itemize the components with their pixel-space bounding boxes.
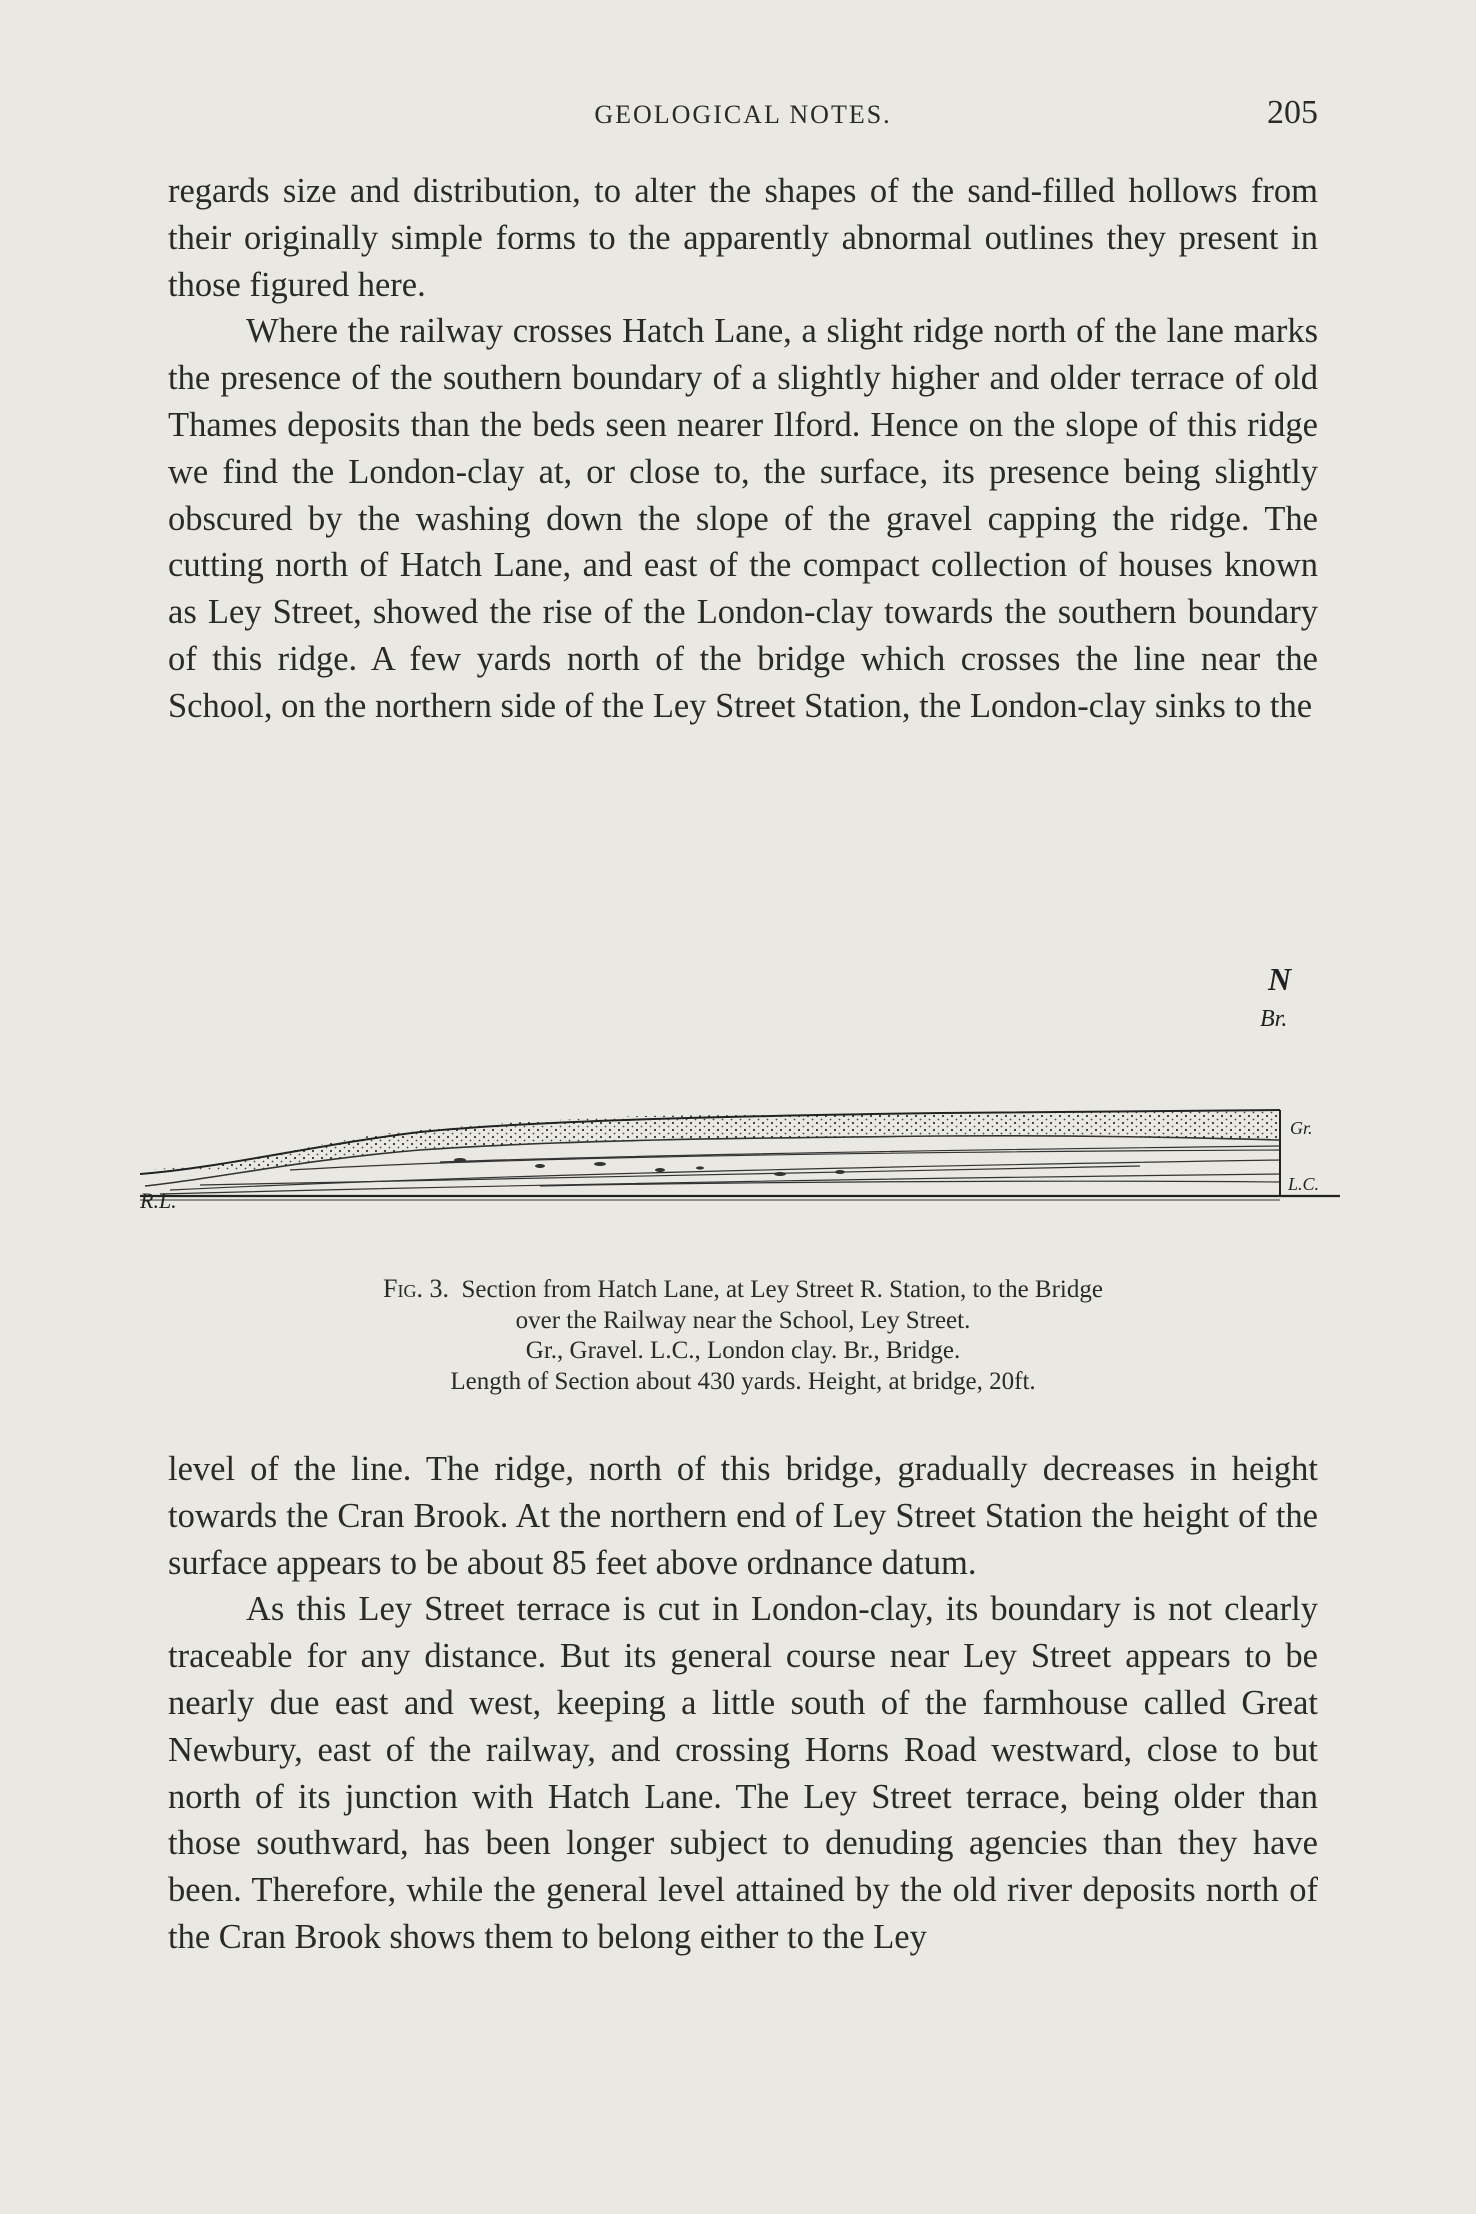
label-rail-level: R.L.: [140, 1188, 177, 1210]
page-number: 205: [1267, 94, 1318, 131]
paragraph-3: level of the line. The ridge, north of this bridge, gradually decreases in height towards the Cran Brook. At the northern end of Ley Street Station the height of the surface appears to be about 85 feet above ordnance datum.: [168, 1450, 1318, 1582]
section-diagram: [140, 960, 1350, 1210]
caption-line-1: [168, 1274, 1318, 1306]
figure-label: Fig. 3.: [383, 1274, 449, 1303]
caption-line-2: over the Railway near the School, Ley Street.: [515, 1306, 971, 1334]
figure-caption: [168, 1274, 1318, 1397]
running-head: GEOLOGICAL NOTES.: [594, 100, 892, 129]
text-block-top: [168, 168, 1318, 730]
label-london-clay: L.C.: [1288, 1174, 1320, 1194]
label-gravel: Gr.: [1290, 1118, 1313, 1138]
paragraph-4: As this Ley Street terrace is cut in London-clay, its boundary is not clearly traceable for any distance. But its general course near Ley Street appears to be nearly due east and west, keeping a little south of the farmhouse called Great Newbury, east of the railway, and crossing Horns Road westward, close to but north of its junction with Hatch Lane. The Ley Street terrace, being older than those southward, has been longer subject to denuding agencies than they have been. Therefore, while the general level attained by the old river deposits north of the Cran Brook shows them to belong either to the Ley: [168, 1590, 1318, 1956]
paragraph-2: Where the railway crosses Hatch Lane, a slight ridge north of the lane marks the presence of the southern boundary of a slightly higher and older terrace of old Thames deposits than the beds seen nearer Ilford. Hence on the slope of this ridge we find the London-clay at, or close to, the surface, its presence being slightly obscured by the washing down the slope of the gravel capping the ridge. The cutting north of Hatch Lane, and east of the compact collection of houses known as Ley Street, showed the rise of the London-clay towards the southern boundary of this ridge. A few yards north of the bridge which crosses the line near the School, on the northern side of the Ley Street Station, the London-clay sinks to the: [168, 312, 1318, 725]
london-clay-layer: [140, 1136, 1280, 1196]
page-header: [168, 94, 1318, 140]
caption-line-3: Gr., Gravel. L.C., London clay. Br., Bridge.: [525, 1337, 961, 1364]
paragraph-1: regards size and distribution, to alter the shapes of the sand-filled hollows from their originally simple forms to the apparently abnormal outlines they present in those figured here.: [168, 172, 1318, 304]
text-block-bottom: [168, 1446, 1318, 1961]
caption-line-4: Length of Section about 430 yards. Height, at bridge, 20ft.: [450, 1367, 1036, 1395]
caption-title: Section from Hatch Lane, at Ley Street R. Station, to the Bridge: [461, 1276, 1103, 1303]
label-north: N: [1268, 961, 1292, 997]
figure-section-diagram: [140, 960, 1350, 1210]
label-bridge: Br.: [1260, 1006, 1288, 1032]
